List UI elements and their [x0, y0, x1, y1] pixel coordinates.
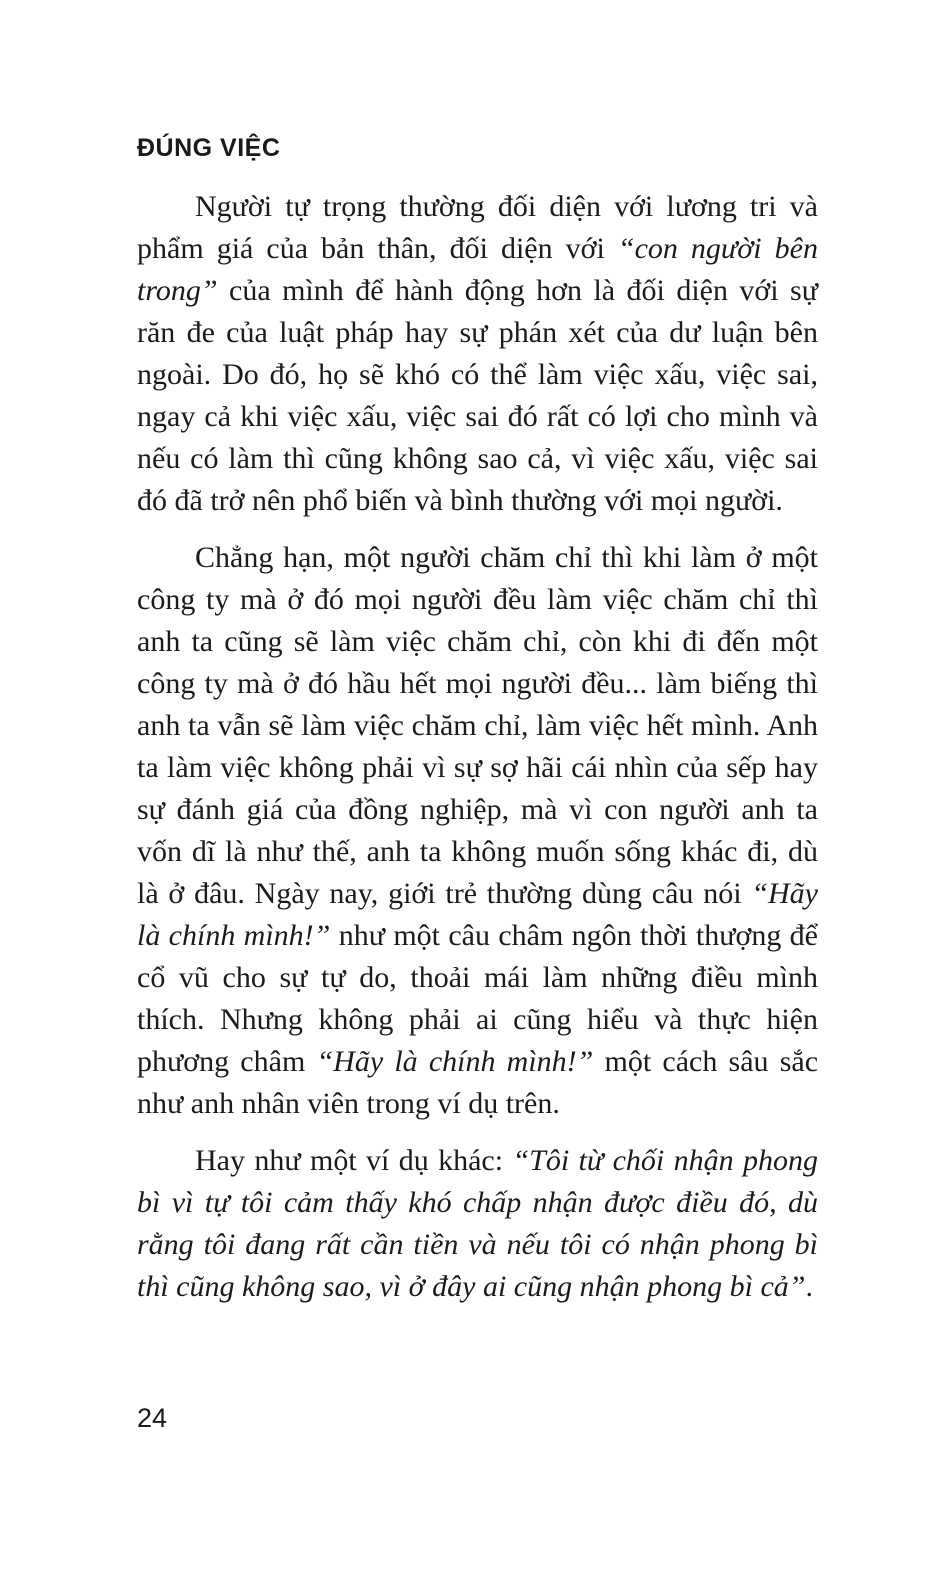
text-run: Hay như một ví dụ khác: [195, 1144, 513, 1177]
italic-quote: “Tôi từ chối nhận phong bì vì tự tôi cảm thấy khó chấp nhận được điều đó, dù rằng tôi đang rất cần tiền và nếu tôi có nhận phong bì thì cũng không sao, vì ở đây ai cũng nhận phong bì cả” [137, 1144, 818, 1303]
page-number: 24 [137, 1403, 168, 1433]
italic-quote: “Hãy là chính mình!” [316, 1045, 594, 1078]
text-run: một cách sâu sắc như anh nhân viên trong ví dụ trên. [137, 1045, 819, 1120]
text-run: Chẳng hạn, một người chăm chỉ thì khi làm ở một công ty mà ở đó mọi người đều làm việc chăm chỉ thì anh ta cũng sẽ làm việc chăm chỉ, còn khi đi đến một công ty mà ở đó hầu hết mọi người đều... làm biếng thì anh ta vẫn sẽ làm việc chăm chỉ, làm việc hết mình. Anh ta làm việc không phải vì sự sợ hãi cái nhìn của sếp hay sự đánh giá của đồng nghiệp, mà vì con người anh ta vốn dĩ là như thế, anh ta không muốn sống khác đi, dù là ở đâu. Ngày nay, giới trẻ thường dùng câu nói [137, 541, 818, 910]
paragraph [137, 1140, 818, 1308]
italic-quote: “con người bên trong” [137, 232, 818, 307]
text-run: như một câu châm ngôn thời thượng để cổ vũ cho sự tự do, thoải mái làm những điều mình thích. Nhưng không phải ai cũng hiểu và thực hiện phương châm [137, 919, 818, 1078]
text-run: của mình để hành động hơn là đối diện với sự răn đe của luật pháp hay sự phán xét của dư luận bên ngoài. Do đó, họ sẽ khó có thể làm việc xấu, việc sai, ngay cả khi việc xấu, việc sai đó rất có lợi cho mình và nếu có làm thì cũng không sao cả, vì việc xấu, việc sai đó đã trở nên phổ biến và bình thường với mọi người. [137, 274, 818, 517]
paragraph [137, 537, 818, 1125]
page-body [137, 186, 818, 1308]
text-run: Người tự trọng thường đối diện với lương tri và phẩm giá của bản thân, đối diện với [137, 190, 818, 265]
paragraph [137, 186, 818, 522]
running-head: ĐÚNG VIỆC [137, 134, 281, 162]
text-run: . [805, 1270, 813, 1303]
italic-quote: “Hãy là chính mình!” [137, 877, 818, 952]
